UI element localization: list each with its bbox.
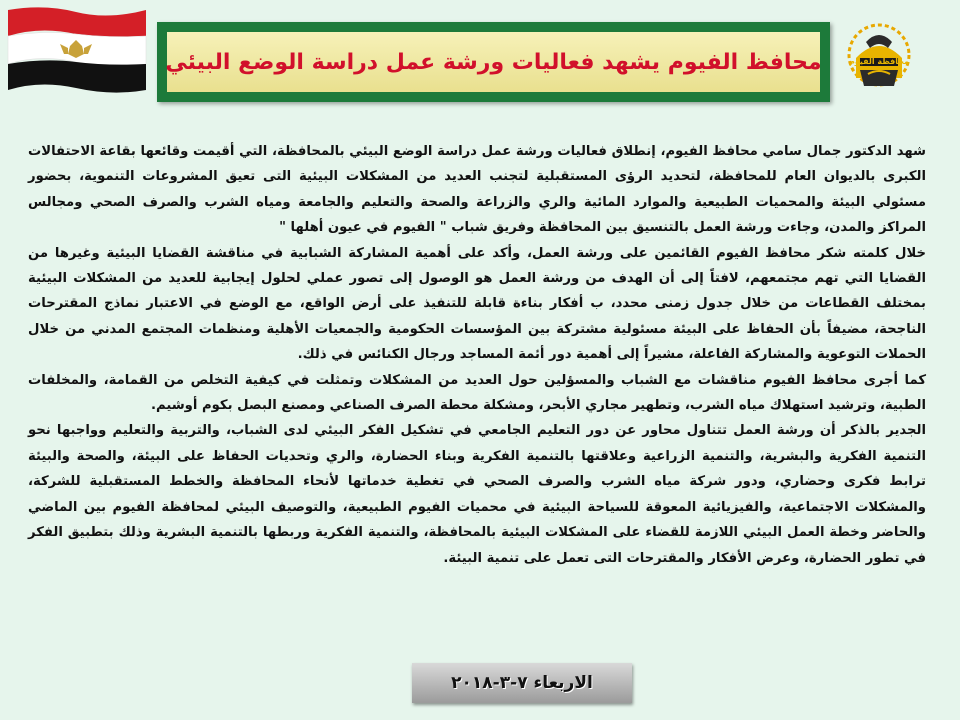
date-badge bbox=[412, 663, 632, 703]
page-title: محافظ الفيوم يشهد فعاليات ورشة عمل دراسة الوضع البيئي bbox=[165, 49, 822, 75]
header-banner bbox=[157, 22, 830, 102]
article-paragraph: الجدير بالذكر أن ورشة العمل تتناول محاور عن دور التعليم الجامعي في تشكيل الفكر البيئي لدى الشباب، والتربية والتعليم وواجبها نحو التنمية الفكرية والبشرية، والتنمية الزراعية وعلاقتها بالتنمية الفكرية وبناء الحضارة، والري وتحديات الحفاظ على البيئة، والصحة والبيئة ترابط فكرى وحضاري، ودور شركة مياه الشرب والصرف الصحي في تغطية خدماتها لأنحاء المحافظة والخطط المستقبلية للشركة، والمشكلات الاجتماعية، والفيزيائية المعوقة للسياحة البيئية في محميات الفيوم الطبيعية، والتوصيف البيئي لمحافظة الفيوم بين الماضي والحاضر وخطة العمل البيئي اللازمة للقضاء على المشكلات البيئية بالمحافظة، والتنمية الفكرية وربطها بالتنمية البشرية وذلك بتطبيق الفكر في تطور الحضارة، وعرض الأفكار والمقترحات التى تعمل على تنمية البيئة. bbox=[28, 423, 926, 566]
fayoum-logo-icon bbox=[838, 14, 920, 96]
header-inner bbox=[167, 32, 820, 92]
egypt-flag-icon bbox=[4, 4, 150, 96]
article-paragraph: خلال كلمته شكر محافظ الفيوم القائمين على ورشة العمل، وأكد على أهمية المشاركة الشبابية في مناقشة القضايا البيئية وغيرها من القضايا التي تهم مجتمعهم، لافتاً إلى أن الهدف من ورشة العمل هو الوصول إلى تصور عملي لحلول إيجابية للعديد من المشكلات البيئية بمختلف القطاعات من خلال جدول زمنى محدد، ب أفكار بناءة قابلة للتنفيذ على أرض الواقع، مع الوضع في الاعتبار نماذج المقترحات الناجحة، مضيفاً بأن الحفاظ على البيئة مسئولية مشتركة بين المؤسسات الحكومية والجمعيات الأهلية ومنظمات المجتمع المدني من خلال الحملات التوعوية والمشاركة الفاعلة، مشيراً إلى أهمية دور أئمة المساجد ورجال الكنائس في ذلك. bbox=[28, 245, 926, 363]
article-body bbox=[28, 139, 926, 571]
article-paragraph: كما أجرى محافظ الفيوم مناقشات مع الشباب والمسؤلين حول العديد من المشكلات وتمثلت في كيفية التخلص من القمامة، والمخلفات الطبية، وترشيد استهلاك مياه الشرب، وتطهير مجاري الأبحر، ومشكلة محطة الصرف الصناعي ومصنع البصل بكوم أوشيم. bbox=[28, 372, 926, 414]
article-paragraph: شهد الدكتور جمال سامي محافظ الفيوم، إنطلاق فعاليات ورشة عمل دراسة الوضع البيئي بالمحافظة، التي أقيمت وقائعها بقاعة الاحتفالات الكبرى بالديوان العام للمحافظة، لتحديد الرؤى المستقبلية لتجنب العديد من المشكلات البيئية التى تعيق المشروعات التنموية، بحضور مسئولي البيئة والمحميات الطبيعية والموارد المائية والري والزراعة والصحة والتعليم والجامعة ومياه الشرب والصرف الصحي ومجالس المراكز والمدن، وجاءت ورشة العمل بالتنسيق بين المحافظة وفريق شباب " الفيوم في عيون أهلها " bbox=[28, 144, 926, 236]
logo-caption: محافظة الفيوم bbox=[848, 57, 910, 66]
date-label: الاربعاء ٧-٣-٢٠١٨ bbox=[451, 673, 593, 693]
